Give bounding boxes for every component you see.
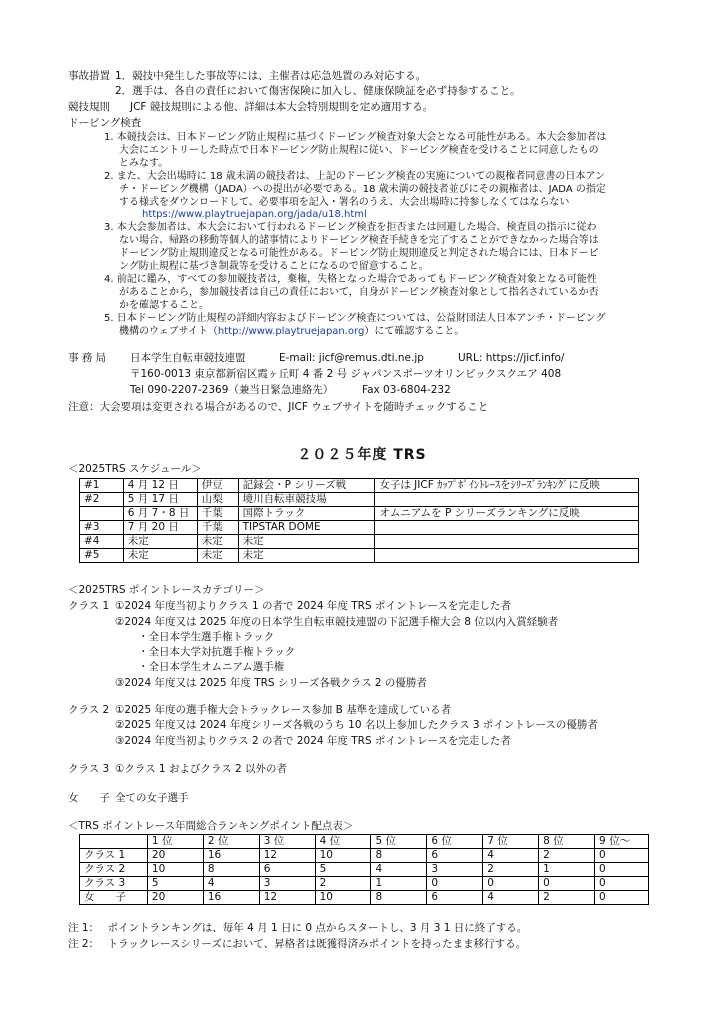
schedule-row bbox=[80, 521, 639, 535]
schedule-row bbox=[80, 535, 639, 549]
schedule-date: 未定 bbox=[123, 549, 197, 563]
points-cell: 20 bbox=[147, 891, 203, 905]
note-2: 注 2： トラックレースシリーズにおいて、昇格者は既獲得済みポイントを持ったまま移行する。 bbox=[68, 938, 527, 950]
doping-item-5-pre: 機構のウェブサイト（ bbox=[119, 326, 218, 337]
schedule-table bbox=[79, 478, 639, 563]
class-1-criterion-3: ③2024 年度又は 2025 年度 TRS シリーズ各戦クラス 2 の優勝者 bbox=[115, 677, 427, 689]
rules-label: 競技規則 bbox=[68, 101, 110, 113]
points-cell: 4 bbox=[371, 863, 427, 877]
points-cell: 12 bbox=[259, 891, 315, 905]
office-address: 〒160-0013 東京都新宿区霞ヶ丘町 4 番 2 号 ジャパンスポーツオリンピックスクエア 408 bbox=[130, 368, 562, 380]
doping-item-4-line-2: があることから，参加競技者は自己の責任において，自身がドーピング検査対象として指名されているか否 bbox=[119, 287, 599, 298]
points-cell: 0 bbox=[595, 877, 649, 891]
doping-item-3-line-4: ング防止規程に基づき制裁等を受けることになるので留意すること。 bbox=[119, 261, 429, 272]
points-cell: 2 bbox=[539, 849, 595, 863]
points-cell: 0 bbox=[427, 877, 483, 891]
accident-item-2: 2．選手は、各自の責任において傷害保険に加入し、健康保険証を必ず持参すること。 bbox=[115, 85, 521, 97]
class-2-criterion-2: ②2025 年度又は 2024 年度シリーズ各戦のうち 10 名以上参加したクラス 3 ポイントレースの優勝者 bbox=[115, 719, 598, 731]
accident-item-1: 1．競技中発生した事故等には、主催者は応急処置のみ対応する。 bbox=[115, 70, 427, 82]
points-cell: 4 bbox=[483, 849, 539, 863]
points-cell: 4 bbox=[483, 891, 539, 905]
points-cell: 0 bbox=[539, 877, 595, 891]
points-header-cell: 7 位 bbox=[483, 835, 539, 849]
doping-item-1-line-1: 1. 本競技会は、日本ドーピング防止規程に基づくドーピング検査対象大会となる可能性がある。本大会参加者は bbox=[104, 132, 607, 143]
rules-text: JCF 競技規則による他、詳細は本大会特別規則を定め適用する。 bbox=[130, 101, 434, 113]
class-3-criterion-1: ①クラス 1 およびクラス 2 以外の者 bbox=[115, 763, 287, 775]
office-label: 事 務 局 bbox=[68, 352, 107, 364]
points-cell: 10 bbox=[315, 891, 371, 905]
schedule-date: 5 月 17 日 bbox=[123, 493, 197, 507]
schedule-row bbox=[80, 493, 639, 507]
doping-item-1-line-3: とみなす。 bbox=[119, 158, 169, 169]
office-url: URL: https://jicf.info/ bbox=[458, 352, 565, 364]
points-heading: ＜TRS ポイントレース年間総合ランキングポイント配点表＞ bbox=[68, 820, 354, 832]
accident-label: 事故措置 bbox=[68, 70, 110, 82]
schedule-place: 未定 bbox=[197, 535, 238, 549]
schedule-venue: 記録会・P シリーズ戦 bbox=[238, 479, 375, 493]
points-cell: 0 bbox=[595, 849, 649, 863]
points-cell: 8 bbox=[371, 849, 427, 863]
class-3-label: クラス 3 bbox=[68, 763, 110, 775]
points-cell: 16 bbox=[203, 849, 259, 863]
schedule-row bbox=[80, 507, 639, 521]
office-email: E-mail: jicf@remus.dti.ne.jp bbox=[279, 352, 424, 364]
points-header-cell: 5 位 bbox=[371, 835, 427, 849]
points-row-label: 女 子 bbox=[80, 891, 148, 905]
points-row-label: クラス 3 bbox=[80, 877, 148, 891]
doping-item-5-line-2 bbox=[119, 325, 464, 338]
doping-item-2-line-2: チ・ドーピング機構（JADA）への提出が必要である。18 歳未満の競技者並びにその親権者は、JADA の指定 bbox=[119, 184, 606, 195]
points-cell: 0 bbox=[595, 863, 649, 877]
schedule-venue: 国際トラック bbox=[238, 507, 375, 521]
class-1-criterion-2: ②2024 年度又は 2025 年度の日本学生自転車競技連盟の下記選手権大会 8 位以内入賞経験者 bbox=[115, 616, 559, 628]
points-header-cell: 4 位 bbox=[315, 835, 371, 849]
doping-item-5-line-1: 5. 日本ドーピング防止規程の詳細内容およびドーピング検査については、公益財団法人日本アンチ・ドーピング bbox=[104, 313, 606, 324]
schedule-round: #2 bbox=[80, 493, 124, 507]
points-cell: 10 bbox=[315, 849, 371, 863]
points-cell: 3 bbox=[427, 863, 483, 877]
schedule-round: #1 bbox=[80, 479, 124, 493]
points-header-cell: 1 位 bbox=[147, 835, 203, 849]
points-cell: 1 bbox=[539, 863, 595, 877]
doping-item-3-line-3: ドーピング防止規則違反となる可能性がある。ドーピング防止規則違反と判定された場合には、日本ドーピ bbox=[119, 248, 599, 259]
women-criterion: 全ての女子選手 bbox=[115, 792, 189, 804]
schedule-venue: 境川自転車競技場 bbox=[238, 493, 375, 507]
office-org: 日本学生自転車競技連盟 bbox=[130, 352, 246, 364]
schedule-venue: 未定 bbox=[238, 549, 375, 563]
schedule-round: #3 bbox=[80, 521, 124, 535]
class-2-criterion-1: ①2025 年度の選手権大会トラックレース参加 B 基準を達成している者 bbox=[115, 704, 452, 716]
points-header-row bbox=[80, 835, 649, 849]
schedule-place: 伊豆 bbox=[197, 479, 238, 493]
class-1-sub-3: ・全日本学生オムニアム選手権 bbox=[138, 661, 285, 673]
schedule-note bbox=[375, 521, 639, 535]
points-cell: 3 bbox=[259, 877, 315, 891]
doping-item-4-line-1: 4. 前記に鑑み，すべての参加競技者は，棄権，失格となった場合であってもドーピング検査対象となる可能性 bbox=[104, 274, 597, 285]
points-cell: 8 bbox=[203, 863, 259, 877]
doping-heading: ドーピング検査 bbox=[68, 117, 142, 129]
schedule-note bbox=[375, 535, 639, 549]
points-table bbox=[79, 834, 649, 905]
schedule-note bbox=[375, 493, 639, 507]
schedule-place: 山梨 bbox=[197, 493, 238, 507]
doping-item-2-line-3: する様式をダウンロードして、必要事項を記入・署名のうえ、大会出場時に持参しなくてはならない bbox=[119, 197, 570, 208]
points-cell: 6 bbox=[259, 863, 315, 877]
points-header-cell: 9 位～ bbox=[595, 835, 649, 849]
doping-item-2-line-1: 2. また、大会出場時に 18 歳未満の競技者は、上記のドーピング検査の実施についての親権者同意書の日本アン bbox=[104, 171, 606, 182]
doping-item-4-line-3: かを確認すること。 bbox=[119, 300, 209, 311]
points-cell: 0 bbox=[483, 877, 539, 891]
women-label: 女 子 bbox=[68, 792, 110, 804]
doping-item-1-line-2: 大会にエントリーした時点で日本ドーピング防止規程に従い、ドーピング検査を受けることに同意したもの bbox=[119, 145, 599, 156]
points-cell: 5 bbox=[147, 877, 203, 891]
points-cell: 0 bbox=[595, 891, 649, 905]
doping-item-5-post: ）にて確認すること。 bbox=[364, 326, 465, 337]
schedule-note bbox=[375, 549, 639, 563]
points-cell: 6 bbox=[427, 849, 483, 863]
schedule-note: 女子は JICF ｶｯﾌﾟﾎﾟｲﾝﾄﾚｰｽをｼﾘｰｽﾞﾗﾝｷﾝｸﾞに反映 bbox=[375, 479, 639, 493]
schedule-place: 千葉 bbox=[197, 507, 238, 521]
points-cell: 2 bbox=[315, 877, 371, 891]
trs-title: ２０２５年度 TRS bbox=[297, 447, 427, 463]
points-row-label: クラス 1 bbox=[80, 849, 148, 863]
points-header-cell: 3 位 bbox=[259, 835, 315, 849]
class-1-label: クラス 1 bbox=[68, 600, 110, 612]
office-tel: Tel 090-2207-2369（兼当日緊急連絡先） bbox=[130, 384, 334, 396]
points-header-cell bbox=[80, 835, 148, 849]
schedule-date: 未定 bbox=[123, 535, 197, 549]
points-cell: 2 bbox=[539, 891, 595, 905]
schedule-venue: TIPSTAR DOME bbox=[238, 521, 375, 535]
categories-heading: ＜2025TRS ポイントレースカテゴリー＞ bbox=[68, 584, 265, 596]
jada-website-link[interactable]: http://www.playtruejapan.org bbox=[217, 326, 365, 337]
points-cell: 10 bbox=[147, 863, 203, 877]
points-header-cell: 6 位 bbox=[427, 835, 483, 849]
points-row-class-2 bbox=[80, 863, 649, 877]
notice: 注意：大会要項は変更される場合があるので、JICF ウェブサイトを随時チェックすること bbox=[68, 401, 489, 413]
points-cell: 1 bbox=[371, 877, 427, 891]
points-cell: 12 bbox=[259, 849, 315, 863]
points-row-class-1 bbox=[80, 849, 649, 863]
schedule-place: 未定 bbox=[197, 549, 238, 563]
note-1: 注 1： ポイントランキングは、毎年 4 月 1 日に 0 点からスタートし、3 月 3 1 日に終了する。 bbox=[68, 922, 528, 934]
doping-u18-link[interactable]: https://www.playtruejapan.org/jada/u18.html bbox=[142, 209, 367, 220]
schedule-round: #4 bbox=[80, 535, 124, 549]
class-1-sub-2: ・全日本大学対抗選手権トラック bbox=[138, 646, 296, 658]
schedule-date: 7 月 20 日 bbox=[123, 521, 197, 535]
points-header-cell: 2 位 bbox=[203, 835, 259, 849]
class-1-sub-1: ・全日本学生選手権トラック bbox=[138, 631, 275, 643]
schedule-row bbox=[80, 479, 639, 493]
schedule-round: #5 bbox=[80, 549, 124, 563]
doping-item-3-line-2: ない場合、帰路の移動等個人的諸事情によりドーピング検査手続きを完了することができなかった場合等は bbox=[119, 235, 599, 246]
schedule-row bbox=[80, 549, 639, 563]
office-fax: Fax 03-6804-232 bbox=[362, 384, 451, 396]
schedule-place: 千葉 bbox=[197, 521, 238, 535]
schedule-note: オムニアムを P シリーズランキングに反映 bbox=[375, 507, 639, 521]
points-cell: 8 bbox=[371, 891, 427, 905]
points-row-label: クラス 2 bbox=[80, 863, 148, 877]
points-row-class-3 bbox=[80, 877, 649, 891]
class-1-criterion-1: ①2024 年度当初よりクラス 1 の者で 2024 年度 TRS ポイントレースを完走した者 bbox=[115, 600, 511, 612]
points-cell: 16 bbox=[203, 891, 259, 905]
doping-item-3-line-1: 3. 本大会参加者は、本大会において行われるドーピング検査を拒否または回避した場合、検査員の指示に従わ bbox=[104, 222, 597, 233]
points-cell: 2 bbox=[483, 863, 539, 877]
schedule-date: 6 月 7・8 日 bbox=[123, 507, 197, 521]
points-row-women bbox=[80, 891, 649, 905]
schedule-round bbox=[80, 507, 124, 521]
points-cell: 6 bbox=[427, 891, 483, 905]
class-2-label: クラス 2 bbox=[68, 704, 110, 716]
points-header-cell: 8 位 bbox=[539, 835, 595, 849]
schedule-date: 4 月 12 日 bbox=[123, 479, 197, 493]
points-cell: 5 bbox=[315, 863, 371, 877]
class-2-criterion-3: ③2024 年度当初よりクラス 2 の者で 2024 年度 TRS ポイントレースを完走した者 bbox=[115, 735, 511, 747]
schedule-heading: ＜2025TRS スケジュール＞ bbox=[68, 463, 202, 475]
points-cell: 20 bbox=[147, 849, 203, 863]
schedule-venue: 未定 bbox=[238, 535, 375, 549]
points-cell: 4 bbox=[203, 877, 259, 891]
